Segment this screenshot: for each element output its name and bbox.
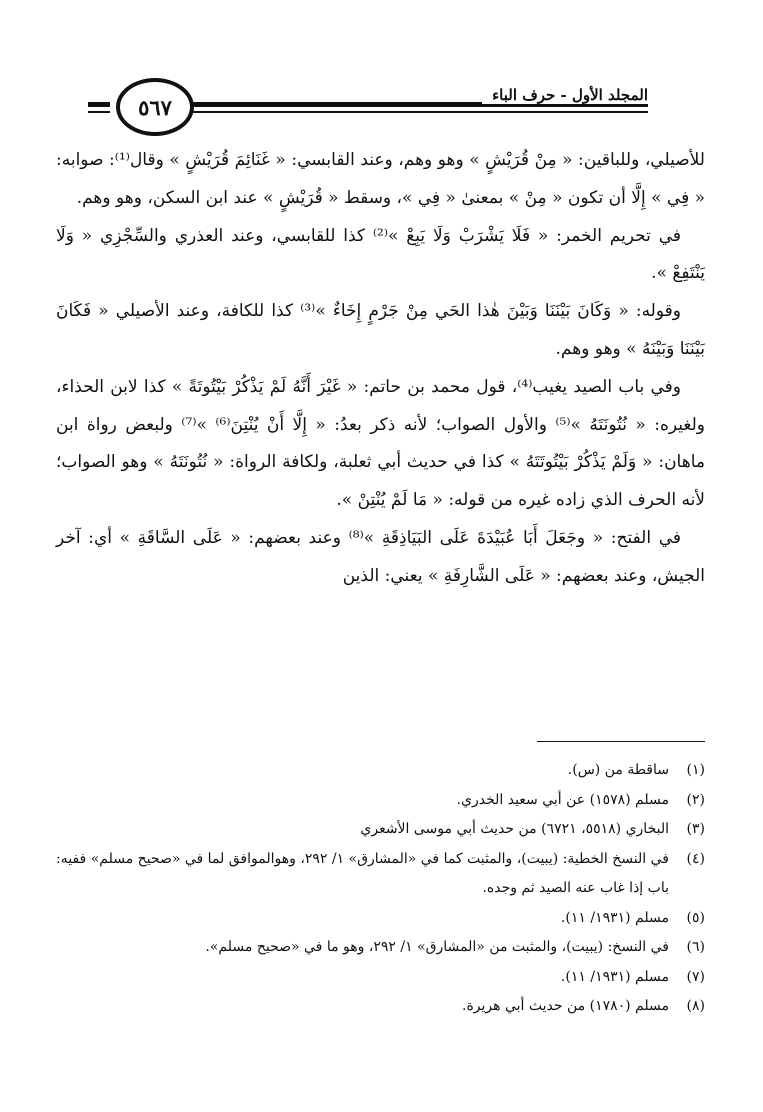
footnote-text: مسلم (١٩٣١/ ١١). [560,909,669,926]
header-rule-thin [148,111,648,113]
footnote [56,933,705,963]
page-number: ٥٦٧ [116,78,194,136]
footnote-text: مسلم (١٥٧٨) عن أبي سعيد الخدري. [456,791,669,808]
footnote [56,756,705,786]
footnote [56,904,705,934]
footnote-separator [537,741,705,742]
footnotes [56,756,705,1022]
paragraph: في الفتح: « وجَعَلَ أَبَا عُبَيْدَةَ عَلَى البَيَاذِقَةِ »⁽⁸⁾ وعند بعضهم: « عَلَى السَّاقَةِ » أي: آخر الجيش، وعند بعضهم: « عَلَى الشَّارِفَةِ » يعني: الذين [56,527,705,586]
footnote-text: مسلم (١٧٨٠) من حديث أبي هريرة. [462,998,669,1014]
paragraph: وفي باب الصيد يغيب⁽⁴⁾، قول محمد بن حاتم: « غَيْرَ أَنَّهُ لَمْ يَذْكُرْ بَيْتُوتَةً » كذا لابن الحذاء، ولغيره: « نُتُونَتَهُ »⁽⁵⁾ والأول الصواب؛ لأنه ذكر بعدُ: « إِلَّا أَنْ يُنْتِنَ⁽⁶⁾ »⁽⁷⁾ ولبعض رواة ابن ماهان: « وَلَمْ يَذْكُرْ بَيْتُوتَتَهُ » كذا في حديث أبي ثعلبة، ولكافة الرواة: « نُتُونَتَهُ » وهو الصواب؛ لأنه الحرف الذي زاده غيره من قوله: « مَا لَمْ يُنْتِنْ ». [56,376,706,511]
footnote-number: (٧) [686,968,705,985]
footnote-text: ساقطة من (س). [567,762,669,778]
paragraph: للأصيلي، وللباقين: « مِنْ قُرَيْشٍ » وهو وهم، وعند القابسي: « غَنَائِمَ قُرَيْشٍ » وقال⁽¹⁾: صوابه: « فِي » إِلَّا أن تكون « مِنْ » بمعنىٰ « فِي »، وسقط « قُرَيْشٍ » عند ابن السكن، وهو وهم. [56,150,705,208]
footnote-text: في النسخ: (يبيت)، والمثبت من «المشارق» ١/ ٢٩٢، وهو ما في «صحيح مسلم». [205,939,669,955]
paragraph: وقوله: « وَكَانَ بَيْنَنَا وَبَيْنَ هٰذا الحَي مِنْ جَرْمٍ إِخَاءٌ »⁽³⁾ كذا للكافة، وعند الأصيلي « فَكَانَ بَيْنَنَا وَبَيْنَهُ » وهو وهم. [56,301,705,359]
footnote-text: في النسخ الخطية: (يبيت)، والمثبت كما في «المشارق» ١/ ٢٩٢، وهوالموافق لما في «صحيح مسلم» ففيه: باب إذا غاب عنه الصيد ثم وجده. [56,850,669,896]
footnote-text: البخاري (٥٥١٨، ٦٧٢١) من حديث أبي موسى الأشعري [360,821,669,837]
footnote-number: (٥) [686,909,705,926]
main-text [56,142,705,596]
header-rule-left-thin [88,111,110,113]
paragraph: في تحريم الخمر: « فَلَا يَشْرَبْ وَلَا يَبِعْ »⁽²⁾ كذا للقابسي، وعند العذري والسِّجْزِي « وَلَا يَنْتَفِعْ ». [56,225,705,284]
footnote [56,992,705,1022]
header-rule-left-thick [88,102,110,107]
footnote-number: (٨) [686,998,705,1014]
footnote-number: (٣) [686,821,705,837]
footnote-number: (١) [686,762,705,778]
footnote-text: مسلم (١٩٣١/ ١١). [560,968,669,985]
footnote-number: (٤) [686,850,705,867]
running-title: المجلد الأول - حرف الباء [482,86,648,104]
footnote [56,786,705,816]
footnote [56,815,705,845]
footnote [56,963,705,993]
footnote-number: (٦) [686,939,705,955]
footnote-number: (٢) [686,791,705,808]
page-header [88,74,648,136]
footnote [56,845,705,904]
